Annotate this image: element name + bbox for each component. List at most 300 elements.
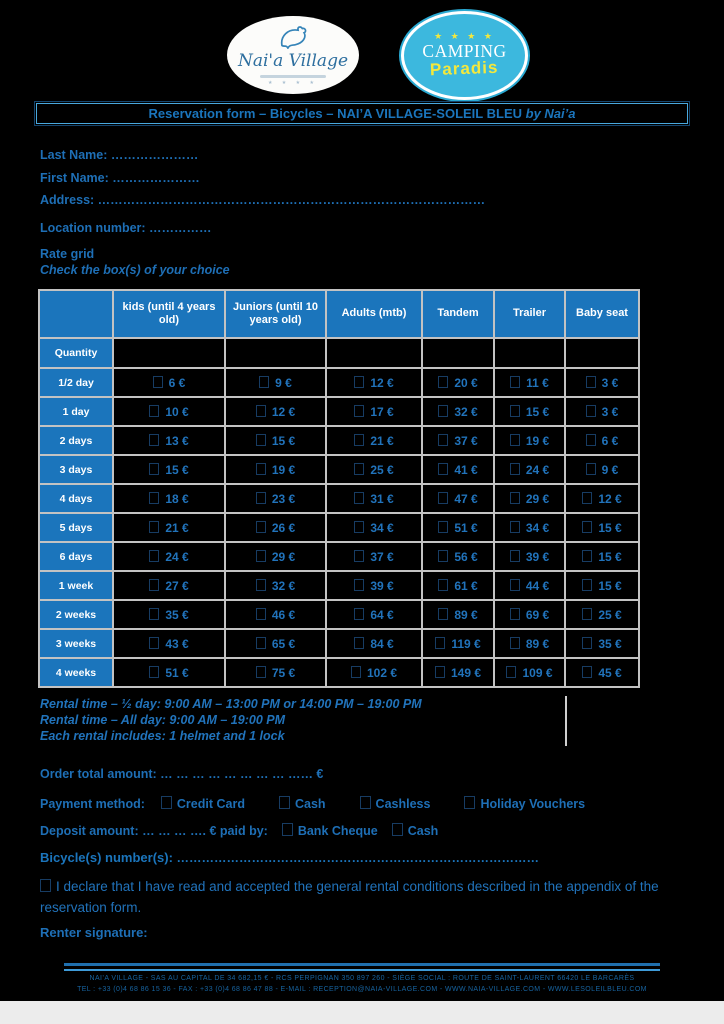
price-cell[interactable] <box>422 658 494 687</box>
address-label: Address: <box>40 193 98 207</box>
price-label: 32 € <box>454 404 478 419</box>
price-label: 20 € <box>454 375 478 390</box>
footer-contact-info: TEL : +33 (0)4 68 86 15 36 - FAX : +33 (0)4 68 86 47 88 - E-MAIL : RECEPTION@NAIA-VILLAGE.COM - WWW.NAIA-VILLAGE.COM - WWW.LESOLEILBLEU.COM <box>77 986 647 993</box>
checkbox-icon[interactable] <box>510 434 520 446</box>
checkbox-icon[interactable] <box>354 463 364 475</box>
rate-row <box>39 397 639 426</box>
checkbox-icon[interactable] <box>149 492 159 504</box>
price-label: 24 € <box>165 549 189 564</box>
form-title: Reservation form – Bicycles – NAI’A VILLAGE-SOLEIL BLEU <box>148 106 526 121</box>
checkbox-icon[interactable] <box>435 666 445 678</box>
checkbox-icon[interactable] <box>149 434 159 446</box>
price-label: 44 € <box>525 578 550 593</box>
first-name-label: First Name: <box>40 171 113 185</box>
price-cell[interactable] <box>326 484 422 513</box>
price-cell[interactable] <box>565 571 639 600</box>
price-label: 6 € <box>168 375 186 390</box>
price-cell[interactable] <box>565 513 639 542</box>
price-cell[interactable] <box>422 397 494 426</box>
checkbox-icon[interactable] <box>510 608 520 620</box>
price-cell[interactable] <box>326 629 422 658</box>
price-cell[interactable] <box>326 600 422 629</box>
checkbox-icon[interactable] <box>256 434 266 446</box>
checkbox-icon[interactable] <box>582 492 592 504</box>
rate-grid-table <box>38 289 640 688</box>
price-cell[interactable] <box>422 542 494 571</box>
rate-row-label: 1 week <box>39 571 113 600</box>
checkbox-icon[interactable] <box>438 376 448 388</box>
col-header-trailer: Trailer <box>494 290 565 338</box>
checkbox-icon[interactable] <box>510 637 520 649</box>
quantity-input-cell[interactable] <box>565 338 639 368</box>
quantity-input-cell[interactable] <box>494 338 565 368</box>
checkbox-icon[interactable] <box>464 796 475 809</box>
last-name-label: Last Name: <box>40 148 111 162</box>
deposit-option-label: Bank Cheque <box>297 824 378 838</box>
price-label: 29 € <box>525 491 550 506</box>
price-label: 51 € <box>454 520 478 535</box>
form-title-bar <box>36 103 688 124</box>
checkbox-icon[interactable] <box>438 405 448 417</box>
price-label: 12 € <box>598 491 622 506</box>
checkbox-icon[interactable] <box>279 796 290 809</box>
price-label: 41 € <box>454 462 478 477</box>
price-label: 17 € <box>370 404 394 419</box>
price-label: 19 € <box>271 462 296 477</box>
price-label: 27 € <box>165 578 189 593</box>
price-cell[interactable] <box>422 571 494 600</box>
rate-row <box>39 571 639 600</box>
price-label: 13 € <box>165 433 189 448</box>
checkbox-icon[interactable] <box>582 637 592 649</box>
price-label: 12 € <box>271 404 296 419</box>
price-cell[interactable] <box>113 542 225 571</box>
checkbox-icon[interactable] <box>510 376 520 388</box>
checkbox-icon[interactable] <box>354 608 364 620</box>
checkbox-icon[interactable] <box>149 463 159 475</box>
price-cell[interactable] <box>225 484 326 513</box>
price-label: 119 € <box>451 636 481 651</box>
last-name-field <box>40 148 198 162</box>
rate-grid-heading: Rate grid <box>40 247 95 261</box>
price-label: 19 € <box>525 433 550 448</box>
price-label: 25 € <box>370 462 394 477</box>
checkbox-icon[interactable] <box>256 550 266 562</box>
price-label: 47 € <box>454 491 478 506</box>
bicycle-numbers-field <box>40 850 539 865</box>
deposit-option-cash[interactable] <box>392 824 439 838</box>
footer-company-info: NAI’A VILLAGE - SAS AU CAPITAL DE 34 682,15 € - RCS PERPIGNAN 350 897 260 - SIÈGE SOCIAL : ROUTE DE SAINT-LAURENT 66420 LE BARCARÈS <box>89 975 635 982</box>
checkbox-icon[interactable] <box>360 796 371 809</box>
naia-village-logo <box>227 16 359 94</box>
checkbox-icon[interactable] <box>354 434 364 446</box>
price-cell[interactable] <box>422 513 494 542</box>
checkbox-icon[interactable] <box>586 434 596 446</box>
checkbox-icon[interactable] <box>256 608 266 620</box>
order-total-input[interactable]: … … … … … … … … …… <box>160 767 313 781</box>
checkbox-icon[interactable] <box>582 550 592 562</box>
price-cell[interactable] <box>225 513 326 542</box>
order-total-currency: € <box>312 767 324 781</box>
price-label: 35 € <box>165 607 189 622</box>
price-cell[interactable] <box>494 629 565 658</box>
deposit-paid-by-label: € paid by: <box>206 824 268 838</box>
price-label: 21 € <box>370 433 394 448</box>
rate-grid-header-row <box>39 290 639 338</box>
price-cell[interactable] <box>494 513 565 542</box>
quantity-input-cell[interactable] <box>326 338 422 368</box>
quantity-input-cell[interactable] <box>422 338 494 368</box>
deposit-option-label: Cash <box>407 824 439 838</box>
price-label: 31 € <box>370 491 394 506</box>
price-label: 12 € <box>370 375 394 390</box>
rate-row-label: 4 weeks <box>39 658 113 687</box>
price-label: 89 € <box>525 636 550 651</box>
price-cell[interactable] <box>113 455 225 484</box>
rate-row <box>39 658 639 687</box>
price-cell[interactable] <box>494 542 565 571</box>
price-label: 39 € <box>370 578 394 593</box>
price-cell[interactable] <box>565 600 639 629</box>
col-header-babyseat: Baby seat <box>565 290 639 338</box>
price-cell[interactable] <box>225 455 326 484</box>
price-cell[interactable] <box>113 600 225 629</box>
price-label: 37 € <box>454 433 478 448</box>
rate-row <box>39 368 639 397</box>
price-label: 46 € <box>271 607 296 622</box>
dolphin-icon <box>276 25 310 54</box>
price-label: 56 € <box>454 549 478 564</box>
price-cell[interactable] <box>494 397 565 426</box>
checkbox-icon[interactable] <box>354 376 364 388</box>
price-label: 102 € <box>366 665 398 680</box>
price-label: 37 € <box>370 549 394 564</box>
rate-row-label: 3 days <box>39 455 113 484</box>
payment-option-cash[interactable] <box>279 797 326 811</box>
payment-option-holiday-vouchers[interactable] <box>464 797 585 811</box>
location-number-label: Location number: <box>40 221 150 235</box>
col-header-kids: kids (until 4 years old) <box>113 290 225 338</box>
checkbox-icon[interactable] <box>510 405 520 417</box>
checkbox-icon[interactable] <box>586 405 596 417</box>
checkbox-icon[interactable] <box>438 463 448 475</box>
price-cell[interactable] <box>326 542 422 571</box>
quantity-input-cell[interactable] <box>225 338 326 368</box>
price-label: 39 € <box>525 549 550 564</box>
deposit-amount-input[interactable]: … … … …. <box>142 824 206 838</box>
checkbox-icon[interactable] <box>506 666 516 678</box>
price-cell[interactable] <box>113 426 225 455</box>
checkbox-icon[interactable] <box>510 492 520 504</box>
col-header-tandem: Tandem <box>422 290 494 338</box>
price-cell[interactable] <box>565 426 639 455</box>
checkbox-icon[interactable] <box>149 579 159 591</box>
price-cell[interactable] <box>326 368 422 397</box>
price-cell[interactable] <box>225 658 326 687</box>
renter-signature-label: Renter signature: <box>40 925 148 940</box>
price-label: 75 € <box>271 665 296 680</box>
naia-logo-text: Nai'a Village <box>237 50 349 71</box>
checkbox-icon[interactable] <box>351 666 361 678</box>
price-cell[interactable] <box>225 571 326 600</box>
price-label: 34 € <box>370 520 394 535</box>
price-cell[interactable] <box>494 658 565 687</box>
checkbox-icon[interactable] <box>586 463 596 475</box>
rate-grid-subheading: Check the box(s) of your choice <box>40 263 230 277</box>
deposit-amount-label: Deposit amount: <box>40 824 143 838</box>
price-cell[interactable] <box>494 571 565 600</box>
price-label: 24 € <box>525 462 550 477</box>
checkbox-icon[interactable] <box>510 521 520 533</box>
price-cell[interactable] <box>422 426 494 455</box>
checkbox-icon[interactable] <box>256 666 266 678</box>
rental-time-half-day-note: Rental time – ½ day: 9:00 AM – 13:00 PM or 14:00 PM – 19:00 PM <box>40 697 422 711</box>
page-bottom-edge <box>0 1001 724 1024</box>
checkbox-icon[interactable] <box>256 521 266 533</box>
declaration-block <box>40 877 690 919</box>
price-label: 23 € <box>271 491 296 506</box>
star-icon: ★ ★ ★ ★ <box>434 30 495 41</box>
rate-row <box>39 542 639 571</box>
price-cell[interactable] <box>422 455 494 484</box>
declaration-checkbox-icon[interactable] <box>40 879 51 892</box>
rate-row <box>39 629 639 658</box>
rate-row-label: 2 days <box>39 426 113 455</box>
rate-row-label: 4 days <box>39 484 113 513</box>
checkbox-icon[interactable] <box>256 492 266 504</box>
price-cell[interactable] <box>494 455 565 484</box>
checkbox-icon[interactable] <box>582 521 592 533</box>
checkbox-icon[interactable] <box>354 637 364 649</box>
location-number-input[interactable]: …………… <box>149 221 212 235</box>
address-input[interactable]: ………………………………………………………………………………… <box>97 193 486 207</box>
price-label: 25 € <box>598 607 622 622</box>
price-cell[interactable] <box>113 658 225 687</box>
price-label: 64 € <box>370 607 394 622</box>
checkbox-icon[interactable] <box>153 376 163 388</box>
rate-row-label: 1/2 day <box>39 368 113 397</box>
form-title-suffix: by Nai’a <box>525 106 576 121</box>
price-cell[interactable] <box>113 571 225 600</box>
checkbox-icon[interactable] <box>256 637 266 649</box>
checkbox-icon[interactable] <box>392 823 403 836</box>
payment-option-label: Credit Card <box>176 797 245 811</box>
price-label: 61 € <box>454 578 478 593</box>
price-cell[interactable] <box>494 368 565 397</box>
price-label: 18 € <box>165 491 189 506</box>
checkbox-icon[interactable] <box>582 666 592 678</box>
checkbox-icon[interactable] <box>256 463 266 475</box>
rate-row <box>39 484 639 513</box>
checkbox-icon[interactable] <box>256 579 266 591</box>
rate-row-label: 6 days <box>39 542 113 571</box>
camping-paradis-logo <box>401 11 528 100</box>
payment-method-line <box>40 796 585 811</box>
price-cell[interactable] <box>565 455 639 484</box>
checkbox-icon[interactable] <box>438 521 448 533</box>
declaration-text: I declare that I have read and accepted the general rental conditions described in the appendix of the reservation form. <box>40 879 659 915</box>
checkbox-icon[interactable] <box>161 796 172 809</box>
checkbox-icon[interactable] <box>510 463 520 475</box>
rate-row-label: 3 weeks <box>39 629 113 658</box>
price-cell[interactable] <box>422 629 494 658</box>
price-label: 15 € <box>598 520 622 535</box>
last-name-input[interactable]: ………………… <box>110 148 199 162</box>
checkbox-icon[interactable] <box>354 579 364 591</box>
checkbox-icon[interactable] <box>510 579 520 591</box>
price-cell[interactable] <box>113 629 225 658</box>
price-cell[interactable] <box>494 484 565 513</box>
checkbox-icon[interactable] <box>438 608 448 620</box>
rate-row-label: 5 days <box>39 513 113 542</box>
price-label: 89 € <box>454 607 478 622</box>
stray-table-border-line <box>565 696 567 746</box>
price-label: 84 € <box>370 636 394 651</box>
price-label: 11 € <box>526 375 549 390</box>
checkbox-icon[interactable] <box>354 405 364 417</box>
rate-grid-body <box>39 368 639 687</box>
price-cell[interactable] <box>326 513 422 542</box>
checkbox-icon[interactable] <box>354 492 364 504</box>
checkbox-icon[interactable] <box>149 637 159 649</box>
payment-option-label: Holiday Vouchers <box>480 797 586 811</box>
price-label: 149 € <box>450 665 482 680</box>
rate-row <box>39 455 639 484</box>
price-label: 15 € <box>271 433 296 448</box>
checkbox-icon[interactable] <box>149 550 159 562</box>
checkbox-icon[interactable] <box>149 666 159 678</box>
checkbox-icon[interactable] <box>282 823 293 836</box>
price-cell[interactable] <box>225 542 326 571</box>
price-label: 6 € <box>601 433 619 448</box>
first-name-field <box>40 171 200 185</box>
naia-logo-tagline <box>260 75 326 78</box>
price-cell[interactable] <box>113 368 225 397</box>
price-label: 10 € <box>165 404 189 419</box>
price-cell[interactable] <box>225 600 326 629</box>
price-label: 43 € <box>165 636 189 651</box>
checkbox-icon[interactable] <box>149 521 159 533</box>
checkbox-icon[interactable] <box>438 434 448 446</box>
price-cell[interactable] <box>326 658 422 687</box>
rate-row <box>39 513 639 542</box>
price-label: 21 € <box>165 520 189 535</box>
first-name-input[interactable]: ………………… <box>112 171 200 185</box>
price-label: 35 € <box>598 636 622 651</box>
checkbox-icon[interactable] <box>582 608 592 620</box>
checkbox-icon[interactable] <box>259 376 269 388</box>
price-cell[interactable] <box>113 513 225 542</box>
checkbox-icon[interactable] <box>582 579 592 591</box>
checkbox-icon[interactable] <box>586 376 596 388</box>
price-label: 3 € <box>601 404 619 419</box>
price-cell[interactable] <box>422 368 494 397</box>
price-cell[interactable] <box>326 426 422 455</box>
checkbox-icon[interactable] <box>510 550 520 562</box>
price-cell[interactable] <box>326 397 422 426</box>
price-label: 9 € <box>275 375 292 390</box>
price-label: 15 € <box>525 404 550 419</box>
price-cell[interactable] <box>113 397 225 426</box>
price-cell[interactable] <box>225 426 326 455</box>
price-label: 34 € <box>525 520 550 535</box>
col-header-juniors: Juniors (until 10 years old) <box>225 290 326 338</box>
price-label: 9 € <box>601 462 619 477</box>
rate-row <box>39 426 639 455</box>
price-label: 3 € <box>601 375 619 390</box>
location-number-field <box>40 221 212 235</box>
quantity-input-cell[interactable] <box>113 338 225 368</box>
price-cell[interactable] <box>225 368 326 397</box>
price-cell[interactable] <box>565 397 639 426</box>
payment-option-label: Cashless <box>375 797 431 811</box>
price-cell[interactable] <box>326 455 422 484</box>
payment-option-label: Cash <box>294 797 326 811</box>
rate-row-label: 2 weeks <box>39 600 113 629</box>
price-label: 15 € <box>598 549 622 564</box>
payment-method-label: Payment method: <box>40 797 145 811</box>
price-cell[interactable] <box>565 658 639 687</box>
price-cell[interactable] <box>494 426 565 455</box>
price-cell[interactable] <box>422 600 494 629</box>
deposit-line <box>40 823 438 838</box>
checkbox-icon[interactable] <box>435 637 445 649</box>
price-cell[interactable] <box>565 629 639 658</box>
address-field <box>40 193 485 207</box>
price-label: 109 € <box>522 665 553 680</box>
price-label: 15 € <box>165 462 189 477</box>
checkbox-icon[interactable] <box>438 550 448 562</box>
camping-logo-text: CAMPING <box>422 40 507 61</box>
col-header-adults: Adults (mtb) <box>326 290 422 338</box>
price-label: 29 € <box>271 549 296 564</box>
price-cell[interactable] <box>565 484 639 513</box>
checkbox-icon[interactable] <box>149 405 159 417</box>
price-cell[interactable] <box>113 484 225 513</box>
rate-row-label: 1 day <box>39 397 113 426</box>
checkbox-icon[interactable] <box>354 550 364 562</box>
checkbox-icon[interactable] <box>438 492 448 504</box>
bicycle-numbers-input[interactable]: …………………………………………………………………………… <box>176 851 540 865</box>
price-cell[interactable] <box>565 368 639 397</box>
price-cell[interactable] <box>565 542 639 571</box>
payment-option-cashless[interactable] <box>360 797 431 811</box>
price-cell[interactable] <box>494 600 565 629</box>
price-label: 69 € <box>525 607 550 622</box>
order-total-label: Order total amount: <box>40 767 161 781</box>
checkbox-icon[interactable] <box>438 579 448 591</box>
checkbox-icon[interactable] <box>149 608 159 620</box>
price-cell[interactable] <box>326 571 422 600</box>
star-icon: ★ ★ ★ ★ <box>267 79 319 86</box>
price-label: 65 € <box>271 636 296 651</box>
bicycle-numbers-label: Bicycle(s) number(s): <box>40 850 177 865</box>
quantity-label: Quantity <box>39 338 113 368</box>
quantity-row <box>39 338 639 368</box>
checkbox-icon[interactable] <box>354 521 364 533</box>
footer-divider-line <box>64 963 660 966</box>
price-label: 15 € <box>598 578 622 593</box>
price-cell[interactable] <box>422 484 494 513</box>
payment-option-credit-card[interactable] <box>161 797 245 811</box>
rate-grid-corner-cell <box>39 290 113 338</box>
price-cell[interactable] <box>225 629 326 658</box>
checkbox-icon[interactable] <box>256 405 266 417</box>
price-label: 32 € <box>271 578 296 593</box>
deposit-option-bank-cheque[interactable] <box>282 824 378 838</box>
rate-row <box>39 600 639 629</box>
price-cell[interactable] <box>225 397 326 426</box>
